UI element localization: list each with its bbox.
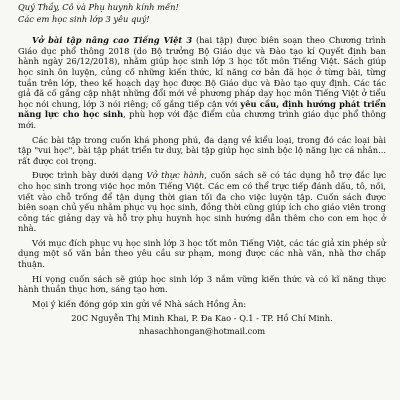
- paragraph-intro: [18, 35, 386, 130]
- publisher-email: nhasachhongan@hotmail.com: [138, 326, 266, 337]
- intro-emphasis: yêu cầu, định hướng phát triển năng lực cho học sinh: [18, 98, 386, 120]
- paragraph-purpose: Với mục đích phục vụ học sinh lớp 3 học tốt môn Tiếng Việt, các tác giả xin phép sử dụng một số văn bản theo yêu cầu sư phạm, mong được các nhà văn, nhà thơ chấp thuận.: [18, 237, 386, 270]
- workbook-term: Vở thực hành: [146, 170, 205, 181]
- intro-text: (hai tập) được biên soạn theo Chương trình Giáo dục phổ thông 2018 (do Bộ trưởng Bộ Giáo dục và Đào tạo kí Quyết định ban hành ngày 26/12/2018), nhằm giúp học sinh lớp 3 học tốt môn Tiếng Việt. Sách giúp học sinh ôn luyện, củng cố những kiến thức, kĩ năng cơ bản đã học ở từng bài, từng tuần trên lớp, theo kế hoạch dạy học được Bộ Giáo dục và Đào tạo quy định. Các tác giả đã cố gắng cập nhật những đổi mới về phương pháp dạy học môn Tiếng Việt ở tiểu học nói chung, lớp 3 nói riêng; cố gắng tiếp cận với: [18, 35, 387, 109]
- publisher-address: 20C Nguyễn Thị Minh Khai, P. Đa Kao - Q.1 - TP. Hồ Chí Minh.: [71, 313, 333, 324]
- paragraph-hope: Hi vọng cuốn sách sẽ giúp học sinh lớp 3 nắm vững kiến thức và có kĩ năng thực hành thuần thục hơn, sáng tạo hơn.: [18, 273, 386, 295]
- intro-text-end: , phù hợp với đặc điểm của chương trình giáo dục phổ thông mới.: [18, 109, 386, 130]
- workbook-text: , cuốn sách sẽ có tác dụng hỗ trợ đắc lực cho học sinh trong việc học môn Tiếng Việt. Các em có thể trực tiếp đánh dấu, tô, nối, viết vào chỗ trống để tận dụng thời gian tối đa cho việc luyện tập. Cuốn sách được biên soạn chủ yếu nhằm phục vụ học sinh, đồng thời cũng giúp ích cho giáo viên trong công tác giảng dạy và hỗ trợ phụ huynh học sinh hướng dẫn thêm cho con em học ở nhà.: [18, 170, 386, 234]
- workbook-text-start: Được trình bày dưới dạng: [32, 170, 147, 181]
- spacer: [18, 24, 386, 35]
- greeting-teachers-parents: Quý Thầy, Cô và Phụ huynh kính mến!: [18, 2, 179, 12]
- paragraph-workbook: [18, 170, 386, 234]
- greeting-students: Các em học sinh lớp 3 yêu quý!: [18, 13, 150, 24]
- paragraph-exercises: Các bài tập trong cuốn khá phong phú, đa dạng về kiểu loại, trong đó các loại bài tập "vui học", bài tập phát triển tư duy, bài tập giúp học sinh bộc lộ năng lực cá nhân... rất được coi trọng.: [18, 134, 386, 166]
- book-title: Vở bài tập nâng cao Tiếng Việt 3: [32, 35, 193, 46]
- paragraph-feedback: Mọi ý kiến đóng góp xin gửi về Nhà sách Hồng Ân:: [32, 298, 247, 309]
